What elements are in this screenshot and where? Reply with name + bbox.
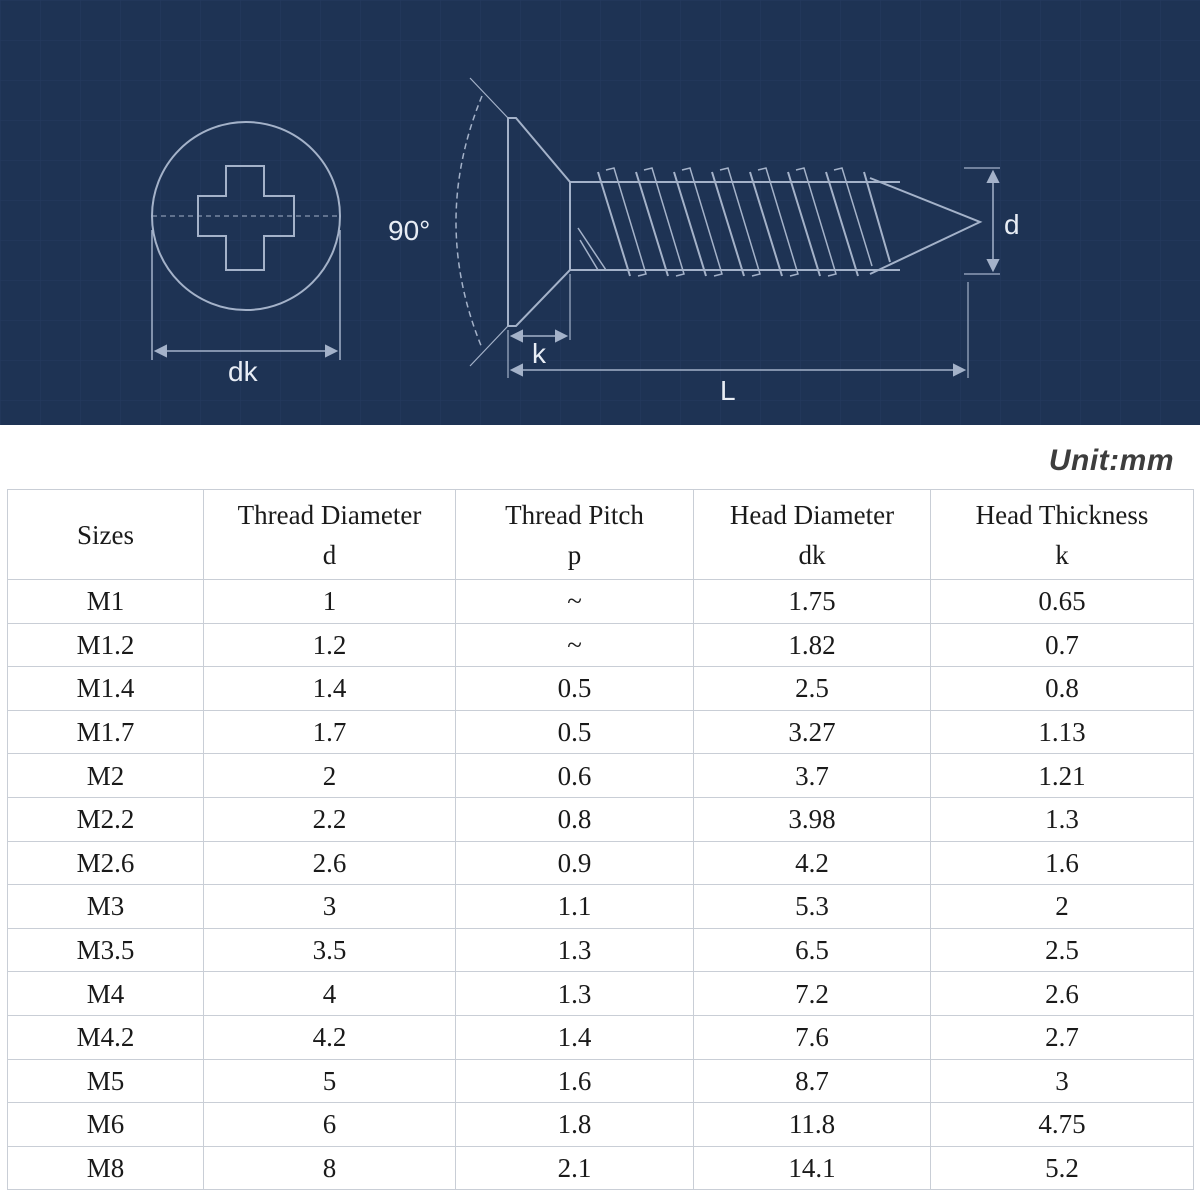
- head-diameter-cell: 1.75: [694, 580, 931, 624]
- thread-pitch-cell: 2.1: [456, 1146, 694, 1190]
- head-diameter-cell: 5.3: [694, 885, 931, 929]
- unit-label: Unit:mm: [1048, 444, 1174, 477]
- size-cell: M1: [8, 580, 204, 624]
- size-cell: M2.2: [8, 797, 204, 841]
- table-row: [8, 1015, 1194, 1059]
- table-header-row: [8, 490, 1194, 580]
- table-row: [8, 1059, 1194, 1103]
- thread-pitch-cell: 0.8: [456, 797, 694, 841]
- thread-pitch-cell: 0.5: [456, 667, 694, 711]
- thread-diameter-cell: 6: [204, 1103, 456, 1147]
- thread-pitch-cell: 1.8: [456, 1103, 694, 1147]
- screw-spec-table: [7, 489, 1194, 1190]
- size-cell: M4.2: [8, 1015, 204, 1059]
- header-thread-diameter: Thread Diameter d: [204, 490, 456, 580]
- table-row: [8, 885, 1194, 929]
- head-diameter-cell: 14.1: [694, 1146, 931, 1190]
- head-thickness-cell: 1.21: [931, 754, 1194, 798]
- size-cell: M2.6: [8, 841, 204, 885]
- table-row: [8, 667, 1194, 711]
- head-diameter-cell: 3.98: [694, 797, 931, 841]
- head-diameter-cell: 6.5: [694, 928, 931, 972]
- thread-diameter-cell: 8: [204, 1146, 456, 1190]
- table-row: [8, 797, 1194, 841]
- table-row: [8, 972, 1194, 1016]
- angle-label: 90°: [388, 215, 431, 246]
- screw-diagram: [0, 0, 1200, 425]
- thread-pitch-cell: 0.5: [456, 710, 694, 754]
- thread-pitch-cell: ~: [456, 623, 694, 667]
- table-row: [8, 928, 1194, 972]
- thread-diameter-cell: 4.2: [204, 1015, 456, 1059]
- thread-diameter-cell: 1.4: [204, 667, 456, 711]
- size-cell: M5: [8, 1059, 204, 1103]
- head-thickness-cell: 0.7: [931, 623, 1194, 667]
- size-cell: M2: [8, 754, 204, 798]
- thread-pitch-cell: 0.6: [456, 754, 694, 798]
- head-thickness-cell: 2.6: [931, 972, 1194, 1016]
- head-thickness-cell: 3: [931, 1059, 1194, 1103]
- head-diameter-cell: 3.7: [694, 754, 931, 798]
- size-cell: M1.2: [8, 623, 204, 667]
- thread-diameter-label: d: [1004, 209, 1020, 240]
- thread-diameter-cell: 1: [204, 580, 456, 624]
- table-row: [8, 754, 1194, 798]
- table-row: [8, 580, 1194, 624]
- head-diameter-cell: 7.6: [694, 1015, 931, 1059]
- head-thickness-cell: 2: [931, 885, 1194, 929]
- size-cell: M1.7: [8, 710, 204, 754]
- head-diameter-cell: 8.7: [694, 1059, 931, 1103]
- head-diameter-label: dk: [228, 356, 258, 387]
- length-label: L: [720, 375, 736, 406]
- header-thread-pitch: Thread Pitch p: [456, 490, 694, 580]
- head-diameter-cell: 3.27: [694, 710, 931, 754]
- head-diameter-cell: 1.82: [694, 623, 931, 667]
- thread-diameter-cell: 3: [204, 885, 456, 929]
- thread-diameter-cell: 2.6: [204, 841, 456, 885]
- size-cell: M3: [8, 885, 204, 929]
- table-row: [8, 1146, 1194, 1190]
- thread-diameter-cell: 5: [204, 1059, 456, 1103]
- header-sizes: Sizes: [8, 490, 204, 580]
- thread-diameter-cell: 2.2: [204, 797, 456, 841]
- head-diameter-cell: 7.2: [694, 972, 931, 1016]
- size-cell: M6: [8, 1103, 204, 1147]
- head-diameter-cell: 2.5: [694, 667, 931, 711]
- table-row: [8, 623, 1194, 667]
- thread-diameter-cell: 1.7: [204, 710, 456, 754]
- head-thickness-cell: 2.7: [931, 1015, 1194, 1059]
- thread-diameter-cell: 4: [204, 972, 456, 1016]
- thread-pitch-cell: 1.3: [456, 972, 694, 1016]
- head-thickness-cell: 0.8: [931, 667, 1194, 711]
- thread-diameter-cell: 1.2: [204, 623, 456, 667]
- size-cell: M8: [8, 1146, 204, 1190]
- head-thickness-cell: 1.13: [931, 710, 1194, 754]
- thread-pitch-cell: 0.9: [456, 841, 694, 885]
- head-thickness-label: k: [532, 338, 546, 369]
- head-thickness-cell: 4.75: [931, 1103, 1194, 1147]
- head-thickness-cell: 0.65: [931, 580, 1194, 624]
- table-row: [8, 710, 1194, 754]
- head-thickness-cell: 1.6: [931, 841, 1194, 885]
- header-head-diameter: Head Diameter dk: [694, 490, 931, 580]
- head-diameter-cell: 4.2: [694, 841, 931, 885]
- size-cell: M3.5: [8, 928, 204, 972]
- thread-diameter-cell: 2: [204, 754, 456, 798]
- head-thickness-cell: 1.3: [931, 797, 1194, 841]
- head-thickness-cell: 5.2: [931, 1146, 1194, 1190]
- thread-pitch-cell: 1.3: [456, 928, 694, 972]
- table-row: [8, 1103, 1194, 1147]
- thread-diameter-cell: 3.5: [204, 928, 456, 972]
- header-head-thickness: Head Thickness k: [931, 490, 1194, 580]
- thread-pitch-cell: 1.1: [456, 885, 694, 929]
- size-cell: M4: [8, 972, 204, 1016]
- thread-pitch-cell: 1.6: [456, 1059, 694, 1103]
- thread-pitch-cell: 1.4: [456, 1015, 694, 1059]
- table-row: [8, 841, 1194, 885]
- head-diameter-cell: 11.8: [694, 1103, 931, 1147]
- head-thickness-cell: 2.5: [931, 928, 1194, 972]
- size-cell: M1.4: [8, 667, 204, 711]
- thread-pitch-cell: ~: [456, 580, 694, 624]
